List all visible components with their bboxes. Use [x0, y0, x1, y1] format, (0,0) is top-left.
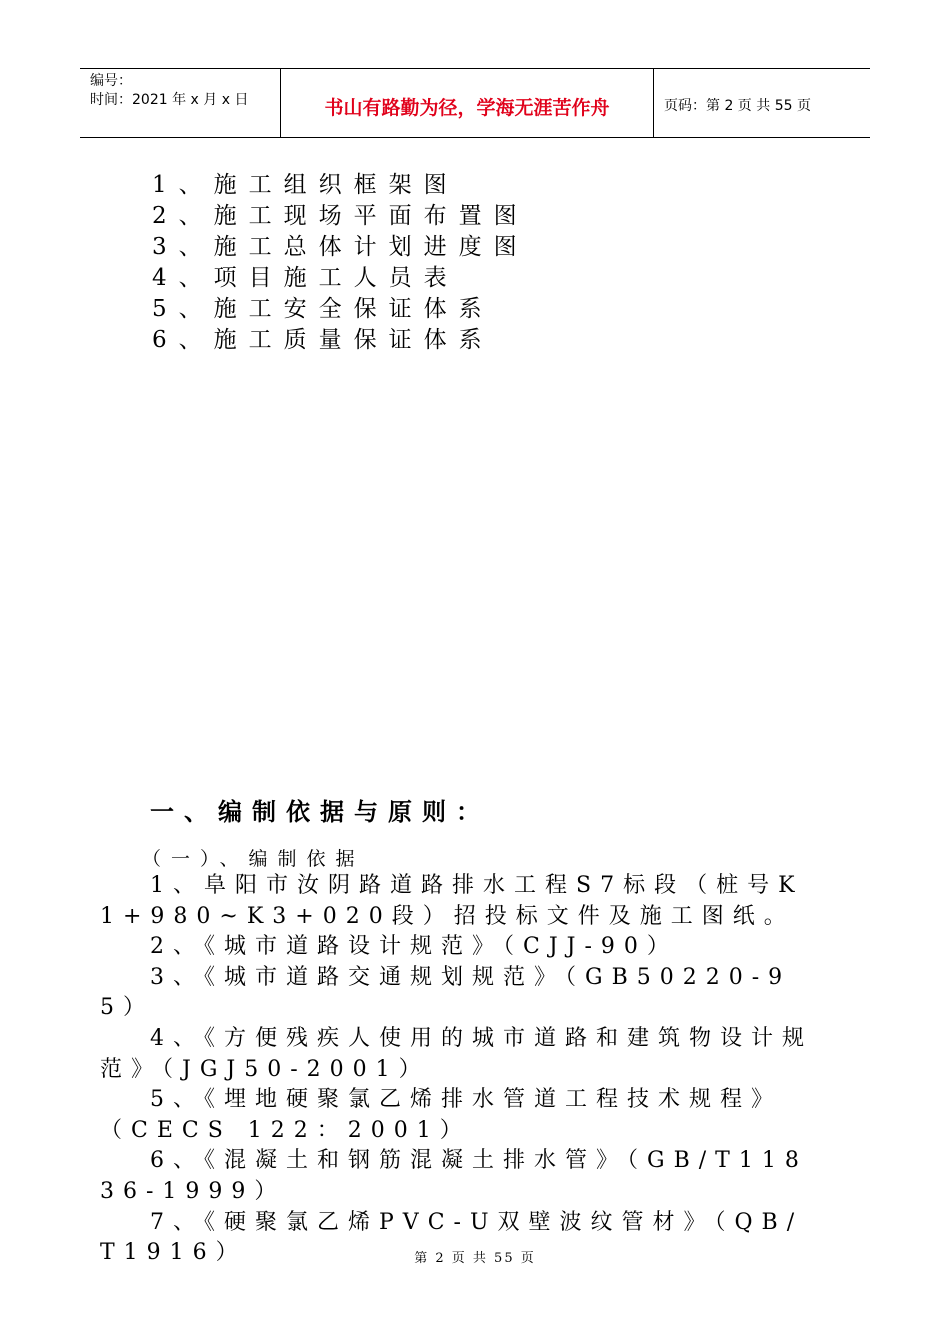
basis-item: 7、《硬聚氯乙烯PVC-U双壁波纹管材》（QB/T1916） [100, 1209, 804, 1266]
toc-item: 1、施工组织框架图 [152, 172, 459, 198]
header-motto: 书山有路勤为径，学海无涯苦作舟 [281, 69, 654, 137]
basis-item: 2、《城市道路设计规范》（CJJ-90） [150, 934, 678, 960]
toc-item: 3、施工总体计划进度图 [152, 234, 529, 260]
toc-item: 5、施工安全保证体系 [152, 296, 494, 322]
basis-item: 5、《埋地硬聚氯乙烯排水管道工程技术规程》（CECS 122：2001） [100, 1087, 782, 1143]
header-page-label: 页码：第 2 页 共 55 页 [664, 98, 811, 114]
page-footer: 第 2 页 共 55 页 [414, 1251, 536, 1266]
section-body [100, 871, 825, 1269]
document-number-label: 编号： [90, 73, 132, 89]
toc-item: 4、项目施工人员表 [152, 265, 459, 291]
basis-item: 1、阜阳市汝阴路道路排水工程S7标段（桩号K1+980~K3+020段）招投标文件及施工图纸。 [100, 873, 804, 929]
basis-item: 3、《城市道路交通规划规范》（GB50220-95） [100, 964, 792, 1021]
basis-item: 6、《混凝土和钢筋混凝土排水管》（GB/T11836-1999） [100, 1148, 808, 1204]
basis-item: 4、《方便残疾人使用的城市道路和建筑物设计规范》（JGJ50-2001） [100, 1025, 813, 1082]
section-heading: 一、编制依据与原则： [150, 798, 490, 826]
header-meta [80, 69, 281, 137]
subsection-heading: （一）、编制依据 [142, 848, 365, 870]
toc-item: 2、施工现场平面布置图 [152, 203, 529, 229]
toc-item: 6、施工质量保证体系 [152, 327, 494, 353]
document-time-label: 时间：2021 年 x 月 x 日 [90, 92, 249, 108]
table-of-contents [152, 170, 529, 356]
page-header [80, 68, 870, 138]
